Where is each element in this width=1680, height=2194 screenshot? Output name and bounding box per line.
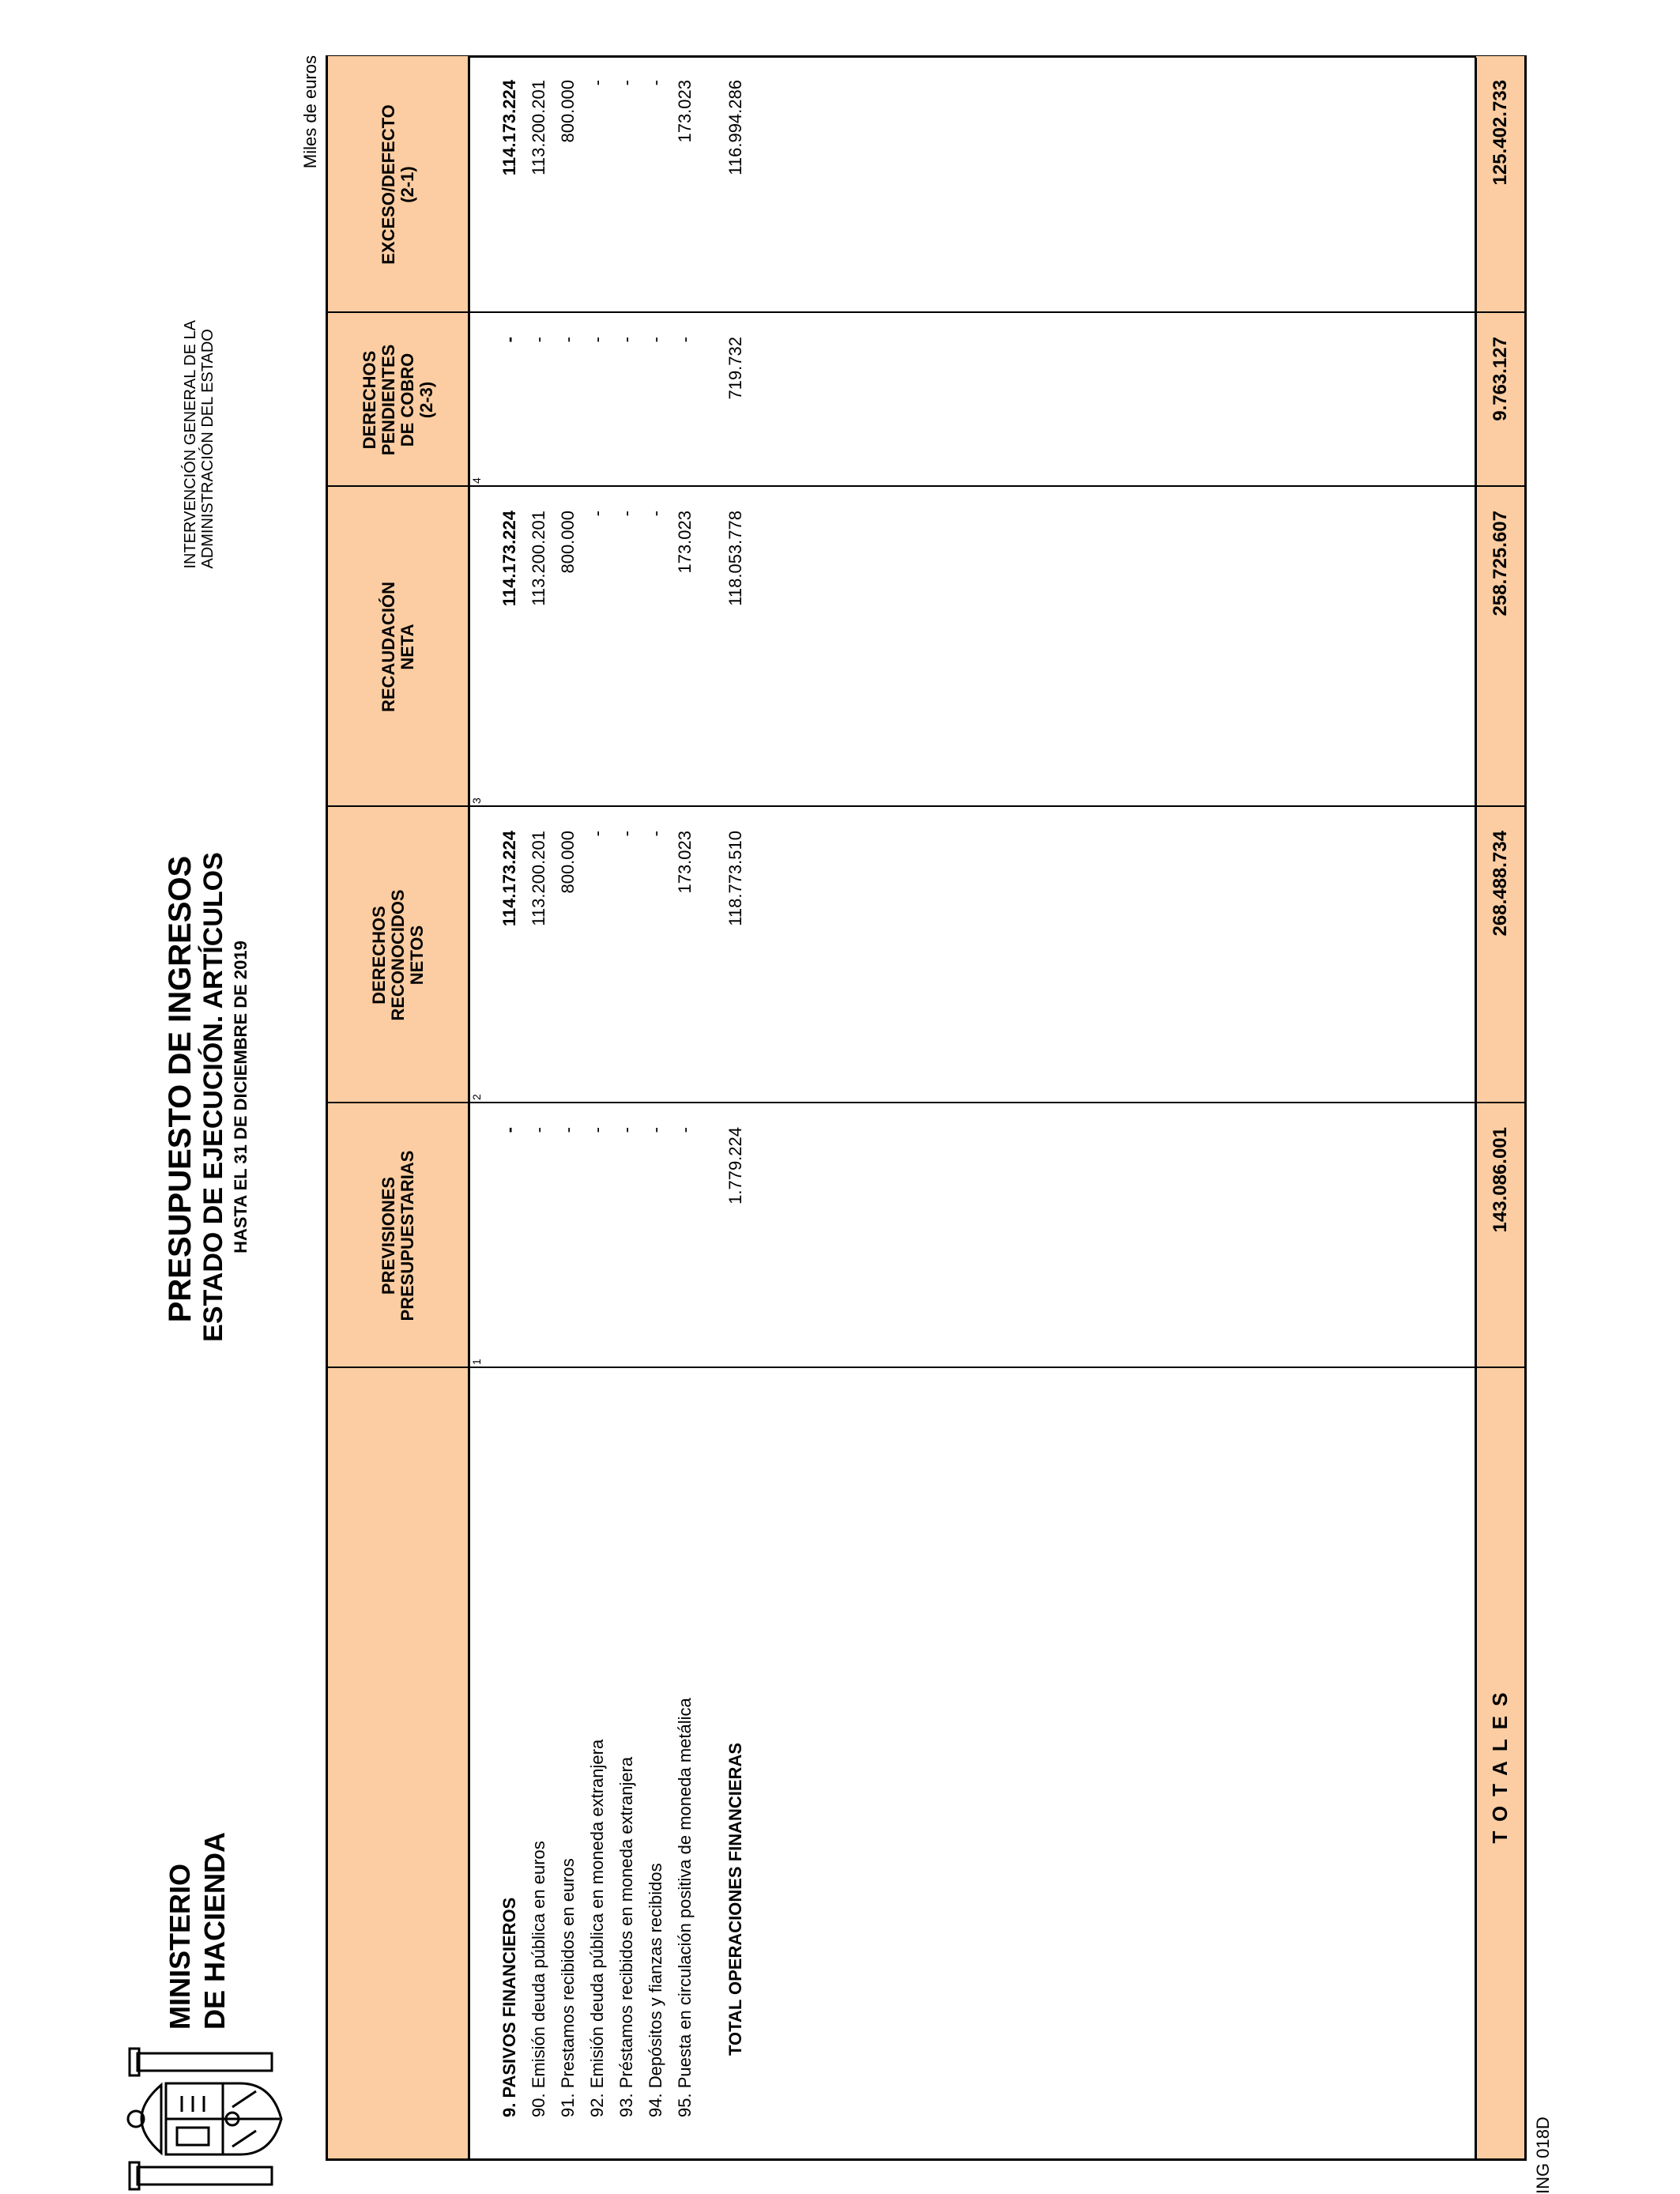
cell-recaudacion: 173.023 (675, 511, 695, 574)
row-label: 90. Emisión deuda pública en euros (529, 1841, 548, 2117)
cell-pendientes: - (558, 337, 578, 343)
cell-recaudacion: 113.200.201 (529, 511, 548, 606)
column-number: 3 (470, 797, 483, 804)
header-text: PENDIENTES (378, 344, 398, 456)
column-number: 4 (470, 477, 483, 484)
header-text: PRESUPUESTARIAS (397, 1150, 417, 1321)
table-row (554, 56, 582, 2158)
header-divider (468, 58, 470, 2158)
cell-derechos: - (646, 831, 665, 837)
title-line-1: PRESUPUESTO DE INGRESOS (163, 855, 198, 1323)
total-exceso: 125.402.733 (1490, 80, 1511, 186)
header-text: RECONOCIDOS (387, 889, 408, 1021)
cell-exceso: - (616, 80, 636, 86)
cell-previsiones: - (646, 1127, 665, 1133)
igae-heading (182, 320, 217, 569)
cell-recaudacion: 114.173.224 (499, 511, 519, 607)
header-text: NETOS (406, 925, 427, 986)
cell-derechos: - (616, 831, 636, 837)
cell-pendientes: - (499, 337, 519, 343)
igae-line-1: INTERVENCIÓN GENERAL DE LA (182, 320, 199, 569)
cell-exceso: 113.200.201 (529, 80, 548, 175)
header-text: DE COBRO (397, 352, 417, 447)
cell-derechos: 114.173.224 (499, 831, 519, 927)
header-text: DERECHOS (368, 906, 389, 1005)
header-exceso-defecto (328, 56, 468, 313)
title-line-3: HASTA EL 31 DE DICIEMBRE DE 2019 (231, 941, 250, 1253)
cell-recaudacion: - (587, 511, 607, 517)
row-label: 94. Depósitos y fianzas recibidos (646, 1863, 665, 2117)
header-text: (2-3) (416, 381, 436, 419)
cell-derechos: 118.773.510 (725, 831, 745, 926)
cell-derechos: - (587, 831, 607, 837)
table-row (612, 56, 641, 2158)
cell-previsiones: - (558, 1127, 578, 1133)
row-label: 95. Puesta en circulación positiva de moneda metálica (675, 1698, 695, 2117)
total-derechos: 268.488.734 (1490, 831, 1511, 937)
cell-exceso: 116.994.286 (725, 80, 745, 175)
header-text: NETA (397, 624, 417, 670)
cell-previsiones: 1.779.224 (725, 1127, 745, 1204)
cell-previsiones: - (529, 1127, 548, 1133)
cell-previsiones: - (499, 1127, 519, 1133)
execution-table (326, 55, 1527, 2161)
cell-pendientes: 719.732 (725, 337, 745, 400)
ministry-line-1: MINISTERIO (164, 1863, 196, 2030)
table-row (583, 56, 612, 2158)
cell-exceso: - (587, 80, 607, 86)
header-previsiones (328, 1103, 468, 1368)
cell-previsiones: - (587, 1127, 607, 1133)
cell-recaudacion: 118.053.778 (725, 511, 745, 606)
units-label: Miles de euros (300, 55, 320, 169)
table-row (671, 56, 699, 2158)
row-label: 9. PASIVOS FINANCIEROS (499, 1897, 519, 2117)
table-row (495, 56, 524, 2158)
totals-label: TOTALES (1488, 1683, 1512, 1844)
cell-exceso: 173.023 (675, 80, 695, 143)
total-recaudacion: 258.725.607 (1490, 511, 1511, 616)
cell-exceso: 114.173.224 (499, 80, 519, 176)
cell-pendientes: - (587, 337, 607, 343)
cell-exceso: 800.000 (558, 80, 578, 143)
cell-pendientes: - (529, 337, 548, 343)
table-row-total (721, 56, 750, 2158)
header-derechos-reconocidos (328, 807, 468, 1103)
cell-previsiones: - (675, 1127, 695, 1133)
ministry-line-2: DE HACIENDA (198, 1831, 231, 2030)
total-previsiones: 143.086.001 (1490, 1127, 1511, 1233)
igae-line-2: ADMINISTRACIÓN DEL ESTADO (199, 329, 217, 569)
header-recaudacion (328, 487, 468, 807)
cell-pendientes: - (616, 337, 636, 343)
cell-recaudacion: - (616, 511, 636, 517)
header-text: PREVISIONES (378, 1176, 398, 1295)
title-line-2: ESTADO DE EJECUCIÓN. ARTÍCULOS (198, 852, 228, 1342)
cell-previsiones: - (616, 1127, 636, 1133)
header-pendientes (328, 313, 468, 487)
cell-pendientes: - (675, 337, 695, 343)
row-label: 93. Préstamos recibidos en moneda extranjera (616, 1756, 636, 2117)
table-row (642, 56, 670, 2158)
column-number: 2 (470, 1094, 483, 1100)
column-number: 1 (470, 1359, 483, 1365)
cell-derechos: 173.023 (675, 831, 695, 894)
cell-pendientes: - (646, 337, 665, 343)
cell-derechos: 800.000 (558, 831, 578, 894)
row-label: 92. Emisión deuda pública en moneda extranjera (587, 1739, 607, 2117)
header-text: RECAUDACIÓN (378, 582, 398, 712)
cell-derechos: 113.200.201 (529, 831, 548, 926)
header-text: DERECHOS (359, 350, 379, 450)
row-label: 91. Prestamos recibidos en euros (558, 1858, 578, 2117)
cell-recaudacion: - (646, 511, 665, 517)
form-code: ING 018D (1533, 2117, 1553, 2194)
header-text: EXCESO/DEFECTO (378, 104, 398, 265)
total-pendientes: 9.763.127 (1490, 337, 1511, 421)
table-row (525, 56, 553, 2158)
cell-recaudacion: 800.000 (558, 511, 578, 574)
row-label: TOTAL OPERACIONES FINANCIERAS (725, 1742, 745, 2056)
header-text: (2-1) (397, 166, 417, 203)
cell-exceso: - (646, 80, 665, 86)
